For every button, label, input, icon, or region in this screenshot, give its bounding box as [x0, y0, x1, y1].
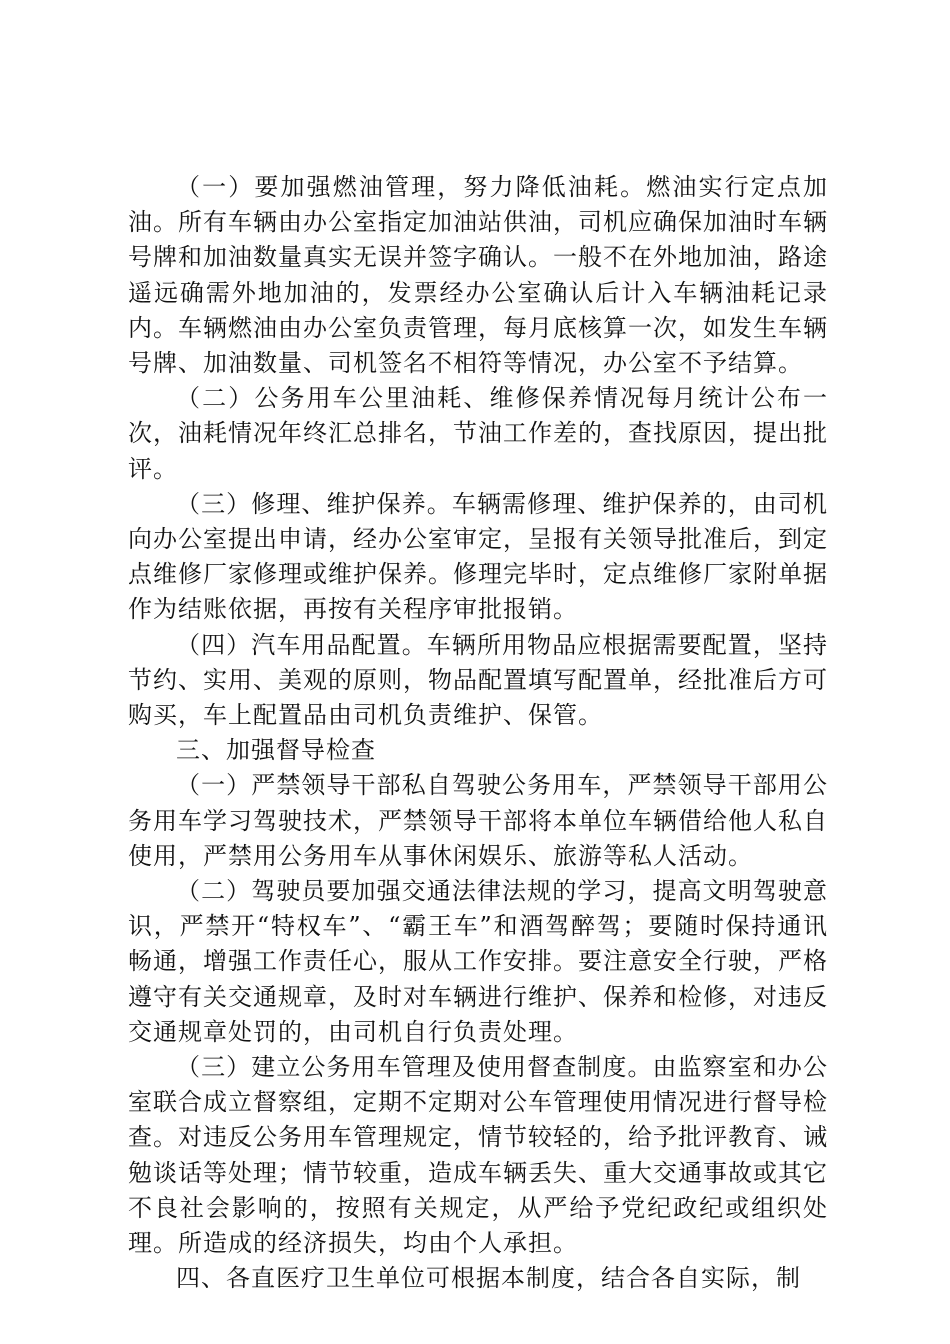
paragraph-repair-maintenance: （三）修理、维护保养。车辆需修理、维护保养的，由司机向办公室提出申请，经办公室审定，呈报有关领导批准后，到定点维修厂家修理或维护保养。修理完毕时，定点维修厂家附单据作为结账依据，再按有关程序审批报销。 — [128, 489, 828, 624]
paragraph-fuel-management: （一）要加强燃油管理，努力降低油耗。燃油实行定点加油。所有车辆由办公室指定加油站供油，司机应确保加油时车辆号牌和加油数量真实无误并签字确认。一般不在外地加油，路途遥远确需外地加油的，发票经办公室确认后计入车辆油耗记录内。车辆燃油由办公室负责管理，每月底核算一次，如发生车辆号牌、加油数量、司机签名不相符等情况，办公室不予结算。 — [128, 173, 828, 378]
paragraph-vehicle-supplies: （四）汽车用品配置。车辆所用物品应根据需要配置，坚持节约、实用、美观的原则，物品配置填写配置单，经批准后方可购买，车上配置品由司机负责维护、保管。 — [128, 630, 828, 730]
paragraph-leader-prohibitions: （一）严禁领导干部私自驾驶公务用车，严禁领导干部用公务用车学习驾驶技术，严禁领导干部将本单位车辆借给他人私自使用，严禁用公务用车从事休闲娱乐、旅游等私人活动。 — [128, 771, 828, 870]
paragraph-fuel-statistics: （二）公务用车公里油耗、维修保养情况每月统计公布一次，油耗情况年终汇总排名，节油工作差的，查找原因，提出批评。 — [128, 384, 828, 483]
paragraph-section-four: 四、各直医疗卫生单位可根据本制度，结合各自实际，制 — [176, 1264, 801, 1293]
paragraph-inspection-system: （三）建立公务用车管理及使用督查制度。由监察室和办公室联合成立督察组，定期不定期对公车管理使用情况进行督导检查。对违反公务用车管理规定，情节较轻的，给予批评教育、诫勉谈话等处理；情节较重，造成车辆丢失、重大交通事故或其它不良社会影响的，按照有关规定，从严给予党纪政纪或组织处理。所造成的经济损失，均由个人承担。 — [128, 1053, 828, 1258]
document-body — [128, 170, 828, 1297]
section-heading-supervision: 三、加强督导检查 — [176, 736, 376, 765]
paragraph-driver-rules: （二）驾驶员要加强交通法律法规的学习，提高文明驾驶意识，严禁开“特权车”、“霸王车”和酒驾醉驾；要随时保持通讯畅通，增强工作责任心，服从工作安排。要注意安全行驶，严格遵守有关交通规章，及时对车辆进行维护、保养和检修，对违反交通规章处罚的，由司机自行负责处理。 — [128, 877, 828, 1046]
